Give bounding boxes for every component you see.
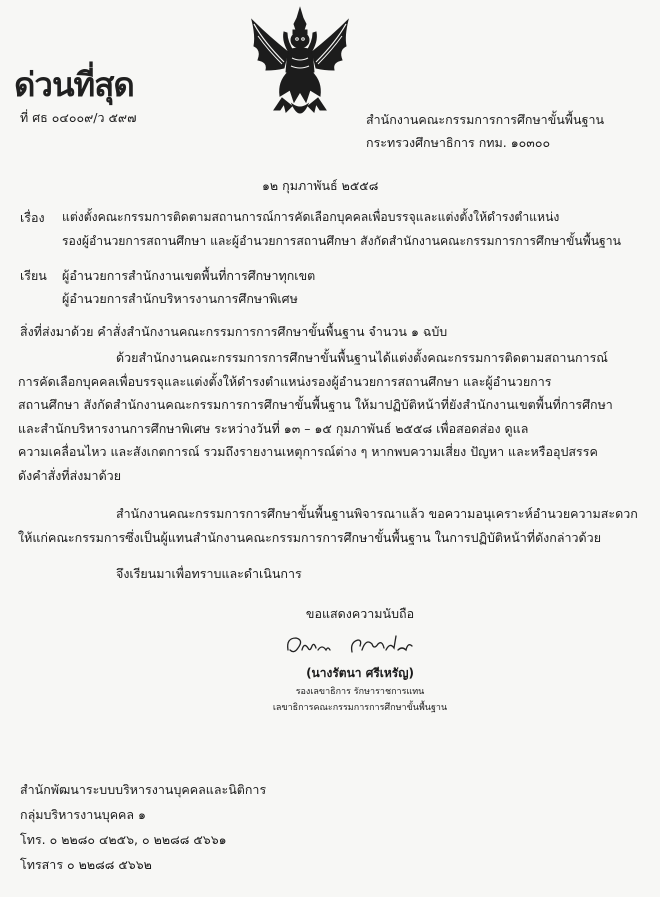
signer-name: (นางรัตนา ศรีเหรัญ) (306, 666, 414, 680)
contact-unit: สำนักพัฒนาระบบบริหารงานบุคคลและนิติการ (20, 782, 267, 797)
body-paragraph-2 (18, 502, 646, 549)
urgency-stamp: ด่วนที่สุด (14, 65, 134, 104)
document-date: ๑๒ กุมภาพันธ์ ๒๕๕๘ (262, 178, 379, 193)
contact-group: กลุ่มบริหารงานบุคคล ๑ (20, 807, 146, 822)
subject-line-2: รองผู้อำนวยการสถานศึกษา และผู้อำนวยการสถานศึกษา สังกัดสำนักงานคณะกรรมการการศึกษาขั้นพื้นฐาน (62, 234, 621, 248)
recipient-line-1: ผู้อำนวยการสำนักงานเขตพื้นที่การศึกษาทุกเขต (62, 268, 316, 283)
paragraph-line: และสำนักบริหารงานการศึกษาพิเศษ ระหว่างวันที่ ๑๓ – ๑๕ กุมภาพันธ์ ๒๕๕๘ เพื่อสอดส่อง ดูแล (18, 420, 529, 436)
subject-line-1: แต่งตั้งคณะกรรมการติดตามสถานการณ์การคัดเลือกบุคคลเพื่อบรรจุและแต่งตั้งให้ดำรงตำแหน่ง (62, 210, 560, 224)
paragraph-line: ให้แก่คณะกรรมการซึ่งเป็นผู้แทนสำนักงานคณะกรรมการการศึกษาขั้นพื้นฐาน ในการปฏิบัติหน้าที่ดังกล่าวด้วย (18, 529, 602, 545)
signer-position-2: เลขาธิการคณะกรรมการการศึกษาขั้นพื้นฐาน (272, 703, 448, 713)
body-paragraph-1 (18, 346, 646, 487)
paragraph-line: ด้วยสำนักงานคณะกรรมการการศึกษาขั้นพื้นฐานได้แต่งตั้งคณะกรรมการติดตามสถานการณ์ (116, 350, 608, 365)
paragraph-line: ความเคลื่อนไหว และสังเกตการณ์ รวมถึงรายงานเหตุการณ์ต่าง ๆ หากพบความเสี่ยง ปัญหา และหรืออุปสรรค (18, 444, 598, 459)
closing-request: จึงเรียนมาเพื่อทราบและดำเนินการ (116, 566, 302, 581)
signer-position-1: รองเลขาธิการ รักษาราชการแทน (295, 687, 425, 697)
recipient-label: เรียน (20, 268, 47, 283)
contact-fax: โทรสาร ๐ ๒๒๘๘ ๕๖๖๒ (20, 857, 152, 872)
issuer-address: กระทรวงศึกษาธิการ กทม. ๑๐๓๐๐ (366, 135, 551, 150)
paragraph-line: ดังคำสั่งที่ส่งมาด้วย (18, 467, 122, 483)
paragraph-line: การคัดเลือกบุคคลเพื่อบรรจุและแต่งตั้งให้ดำรงตำแหน่งรองผู้อำนวยการสถานศึกษา และผู้อำนวยการ (18, 373, 552, 389)
garuda-emblem-icon (248, 6, 352, 122)
contact-tel: โทร. ๐ ๒๒๘๐ ๔๒๕๖, ๐ ๒๒๘๘ ๕๖๖๑ (20, 832, 227, 847)
enclosure-line: สิ่งที่ส่งมาด้วย คำสั่งสำนักงานคณะกรรมการการศึกษาขั้นพื้นฐาน จำนวน ๑ ฉบับ (20, 324, 448, 339)
paragraph-line: สถานศึกษา สังกัดสำนักงานคณะกรรมการการศึกษาขั้นพื้นฐาน ให้มาปฏิบัติหน้าที่ยังสำนักงานเขตพื้นที่การศึกษา (18, 397, 613, 412)
issuer-office: สำนักงานคณะกรรมการการศึกษาขั้นพื้นฐาน (366, 112, 605, 127)
paragraph-line: สำนักงานคณะกรรมการการศึกษาขั้นพื้นฐานพิจารณาแล้ว ขอความอนุเคราะห์อำนวยความสะดวก (116, 506, 638, 521)
subject-label: เรื่อง (20, 210, 45, 225)
handwritten-signature (282, 628, 422, 664)
reference-number: ที่ ศธ ๐๔๐๐๙/ว ๕๙๗ (20, 110, 137, 125)
salutation: ขอแสดงความนับถือ (305, 606, 415, 621)
recipient-line-2: ผู้อำนวยการสำนักบริหารงานการศึกษาพิเศษ (62, 291, 298, 306)
